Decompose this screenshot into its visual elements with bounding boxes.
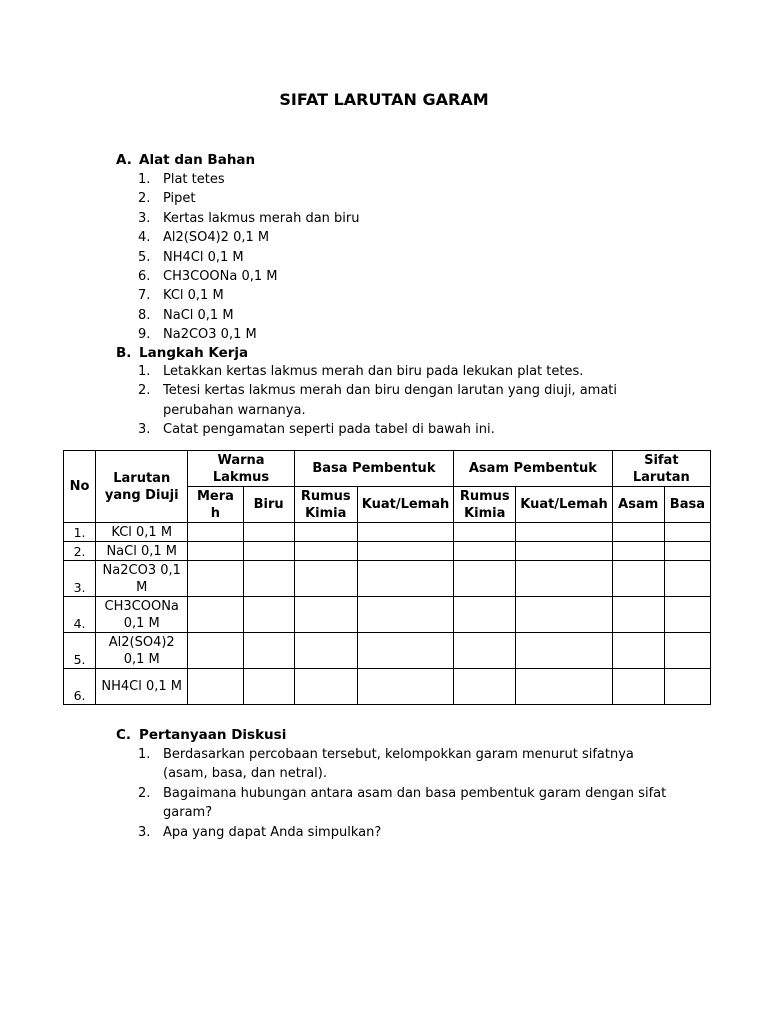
list-item-text: NH4Cl 0,1 M [163,249,244,265]
list-item-text: KCl 0,1 M [163,288,224,304]
header-biru: Biru [243,487,294,523]
cell-kuat-asam[interactable] [516,633,612,669]
section-a-title: Alat dan Bahan [139,152,256,168]
list-item-number: 8. [138,307,151,323]
cell-biru[interactable] [243,597,294,633]
section-c-heading [116,727,286,743]
row-number: 5. [64,633,96,669]
section-b-title: Langkah Kerja [139,345,249,361]
cell-rumus-asam[interactable] [454,597,516,633]
list-item-text: Al2(SO4)2 0,1 M [163,230,270,246]
header-larutan: Larutan yang Diuji [96,451,188,523]
table-row [64,542,711,561]
cell-biru[interactable] [243,542,294,561]
section-a-heading [116,152,255,168]
cell-rumus-basa[interactable] [294,633,357,669]
list-item [138,823,678,842]
list-item-text: Pipet [163,191,196,207]
cell-kuat-basa[interactable] [357,669,453,705]
row-number: 4. [64,597,96,633]
row-solution: Na2CO3 0,1 M [96,561,188,597]
cell-kuat-asam[interactable] [516,542,612,561]
list-item [138,248,678,267]
table-row [64,633,711,669]
cell-kuat-asam[interactable] [516,597,612,633]
list-item [138,325,678,344]
header-sifat-basa: Basa [664,487,710,523]
list-item-text: Bagaimana hubungan antara asam dan basa pembentuk garam dengan sifat garam? [163,785,667,821]
header-kuat-basa: Kuat/Lemah [357,487,453,523]
list-item [138,189,678,208]
list-item-text: Tetesi kertas lakmus merah dan biru dengan larutan yang diuji, amati perubahan warnanya. [163,383,618,418]
list-item-text: Apa yang dapat Anda simpulkan? [163,824,382,840]
section-b-letter: B. [116,345,132,361]
list-item-number: 3. [138,210,151,226]
section-b-heading [116,345,248,361]
cell-merah[interactable] [188,633,243,669]
list-item [138,228,678,247]
cell-kuat-basa[interactable] [357,597,453,633]
list-item-text: Kertas lakmus merah dan biru [163,210,360,226]
header-kuat-asam: Kuat/Lemah [516,487,612,523]
cell-biru[interactable] [243,633,294,669]
section-c-letter: C. [116,727,132,743]
list-item [138,209,678,228]
row-number: 2. [64,542,96,561]
cell-rumus-asam[interactable] [454,669,516,705]
cell-rumus-asam[interactable] [454,561,516,597]
list-item [138,420,678,439]
table-row [64,523,711,542]
cell-rumus-basa[interactable] [294,669,357,705]
header-sifat-asam: Asam [612,487,664,523]
header-merah: Mera h [188,487,243,523]
cell-sifat-asam[interactable] [612,669,664,705]
list-item-number: 7. [138,288,151,304]
row-solution: Al2(SO4)2 0,1 M [96,633,188,669]
row-solution: NH4Cl 0,1 M [96,669,188,705]
cell-biru[interactable] [243,669,294,705]
cell-sifat-asam[interactable] [612,561,664,597]
cell-biru[interactable] [243,523,294,542]
header-rumus-asam: Rumus Kimia [454,487,516,523]
list-item-text: Catat pengamatan seperti pada tabel di bawah ini. [163,422,495,438]
list-item-text: Letakkan kertas lakmus merah dan biru pada lekukan plat tetes. [163,364,584,379]
cell-kuat-asam[interactable] [516,669,612,705]
row-solution: NaCl 0,1 M [96,542,188,561]
list-item-number: 4. [138,230,151,246]
list-item-number: 3. [138,824,151,840]
header-warna-lakmus: Warna Lakmus [188,451,294,487]
cell-rumus-basa[interactable] [294,597,357,633]
cell-kuat-basa[interactable] [357,542,453,561]
cell-biru[interactable] [243,561,294,597]
cell-rumus-asam[interactable] [454,523,516,542]
row-number: 6. [64,669,96,705]
table-row [64,669,711,705]
cell-rumus-asam[interactable] [454,542,516,561]
section-c-list [138,745,678,842]
header-asam-pembentuk: Asam Pembentuk [454,451,612,487]
list-item-text: NaCl 0,1 M [163,307,234,323]
row-solution: CH3COONa 0,1 M [96,597,188,633]
cell-sifat-basa[interactable] [664,542,710,561]
cell-sifat-basa[interactable] [664,597,710,633]
list-item [138,381,678,420]
list-item [138,784,678,823]
cell-merah[interactable] [188,669,243,705]
list-item-number: 6. [138,269,151,285]
list-item-number: 9. [138,327,151,343]
row-number: 3. [64,561,96,597]
cell-kuat-asam[interactable] [516,561,612,597]
list-item-text: Na2CO3 0,1 M [163,327,257,343]
cell-rumus-asam[interactable] [454,633,516,669]
cell-sifat-basa[interactable] [664,561,710,597]
cell-sifat-asam[interactable] [612,542,664,561]
list-item [138,286,678,305]
page-title: SIFAT LARUTAN GARAM [279,90,489,109]
list-item [138,170,678,189]
row-number: 1. [64,523,96,542]
table-row [64,561,711,597]
section-b-list [138,362,678,440]
cell-sifat-basa[interactable] [664,633,710,669]
cell-merah[interactable] [188,597,243,633]
list-item-number: 1. [138,172,151,187]
list-item-text: CH3COONa 0,1 M [163,269,278,285]
header-basa-pembentuk: Basa Pembentuk [294,451,453,487]
list-item [138,306,678,325]
cell-kuat-basa[interactable] [357,523,453,542]
list-item-number: 2. [138,785,151,801]
list-item [138,267,678,286]
list-item-text: Berdasarkan percobaan tersebut, kelompokkan garam menurut sifatnya (asam, basa, dan netral). [163,747,634,782]
cell-sifat-asam[interactable] [612,523,664,542]
cell-sifat-basa[interactable] [664,669,710,705]
cell-rumus-basa[interactable] [294,561,357,597]
table-row [64,597,711,633]
list-item-number: 2. [138,383,151,399]
list-item-number: 1. [138,747,151,762]
cell-merah[interactable] [188,561,243,597]
list-item-number: 1. [138,364,151,379]
section-a-list [138,170,678,345]
cell-kuat-basa[interactable] [357,561,453,597]
observation-table [63,450,711,705]
row-solution: KCl 0,1 M [96,523,188,542]
list-item-number: 5. [138,249,151,265]
cell-sifat-asam[interactable] [612,597,664,633]
list-item [138,362,678,381]
cell-rumus-basa[interactable] [294,542,357,561]
header-rumus-basa: Rumus Kimia [294,487,357,523]
header-sifat-larutan: Sifat Larutan [612,451,710,487]
cell-sifat-basa[interactable] [664,523,710,542]
cell-sifat-asam[interactable] [612,633,664,669]
header-no: No [64,451,96,523]
cell-kuat-asam[interactable] [516,523,612,542]
section-c-title: Pertanyaan Diskusi [139,727,287,743]
section-a-letter: A. [116,152,132,168]
list-item-number: 3. [138,422,151,438]
list-item-text: Plat tetes [163,172,225,187]
cell-merah[interactable] [188,542,243,561]
list-item [138,745,678,784]
cell-rumus-basa[interactable] [294,523,357,542]
cell-kuat-basa[interactable] [357,633,453,669]
list-item-number: 2. [138,191,151,207]
cell-merah[interactable] [188,523,243,542]
